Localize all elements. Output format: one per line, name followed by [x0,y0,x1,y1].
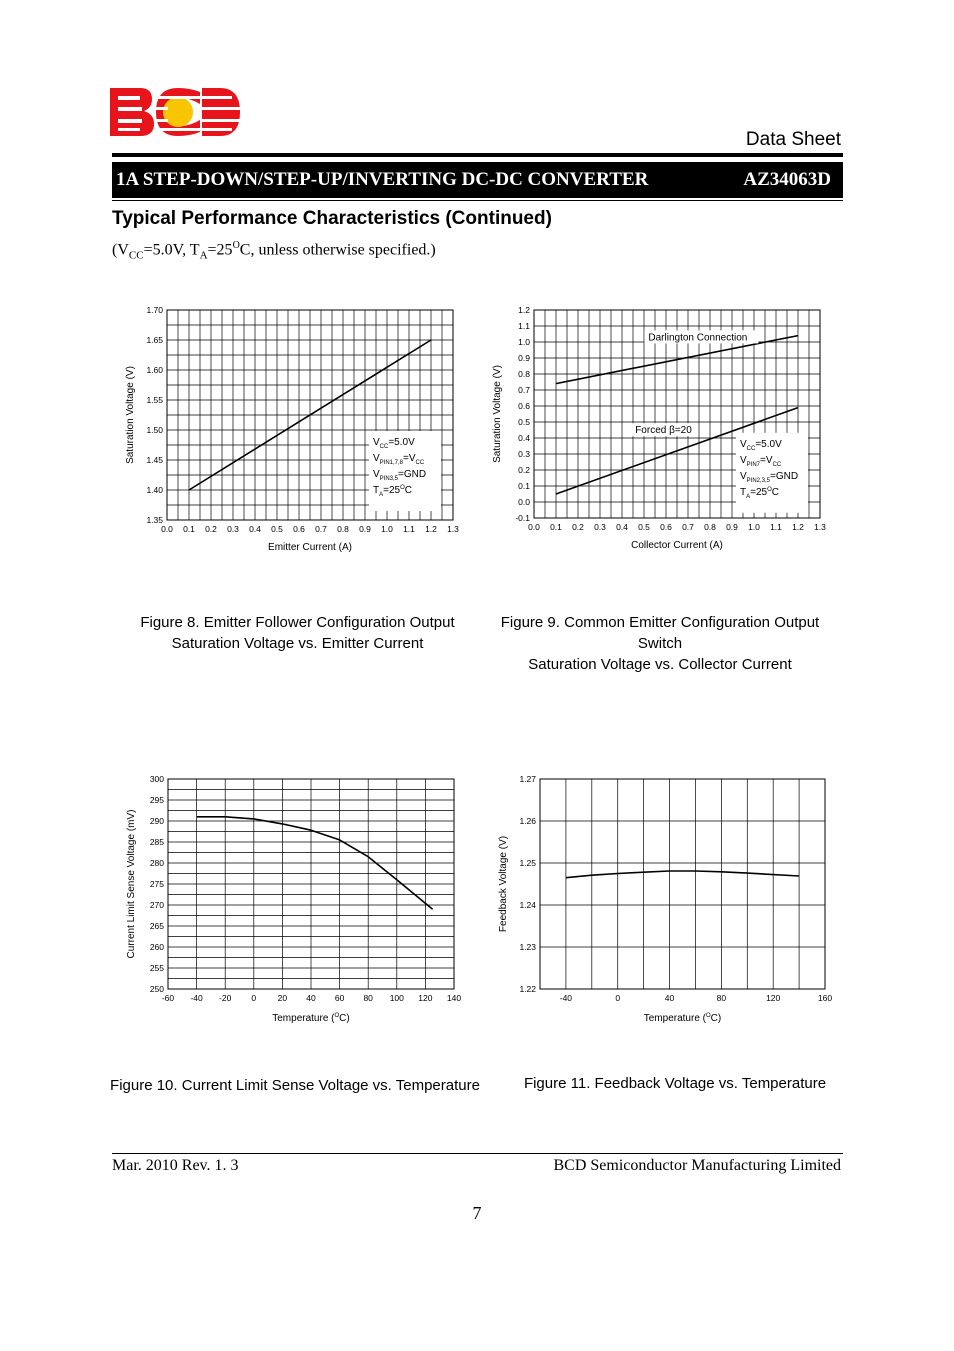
x-tick-label: 1.2 [792,522,804,532]
chart-fig10 [110,768,470,1028]
y-tick-label: 0.4 [518,433,530,443]
x-tick-label: 0.7 [682,522,694,532]
x-tick-label: 1.2 [425,524,437,534]
x-tick-label: -60 [161,993,175,1003]
x-tick-label: 0.9 [359,524,371,534]
caption-fig8: Figure 8. Emitter Follower Configuration Output Saturation Voltage vs. Emitter Current [140,614,455,652]
y-tick-label: 1.24 [519,900,536,910]
y-tick-label: 300 [149,774,164,784]
y-tick-label: 1.65 [146,335,163,345]
y-tick-label: 1.23 [519,942,536,952]
y-tick-label: 0.7 [518,385,530,395]
x-tick-label: 1.1 [770,522,782,532]
title-bar [112,162,843,198]
y-tick-label: 290 [149,816,164,826]
footer-date: Mar. 2010 Rev. 1. 3 [112,1157,239,1174]
y-tick-label: 0.3 [518,449,530,459]
condition-line: $T_A=25^OC$ [740,486,779,500]
x-tick-label: 80 [363,993,373,1003]
caption-fig10: Figure 10. Current Limit Sense Voltage vs. Temperature [110,1077,480,1094]
condition-line: $V_{PIN2,3,5}=GND$ [740,470,799,484]
x-tick-label: 0.2 [572,522,584,532]
y-tick-label: 1.2 [518,305,530,315]
y-tick-label: 285 [149,837,164,847]
x-tick-label: 0.6 [660,522,672,532]
y-tick-label: 1.26 [519,816,536,826]
plot-area [168,779,454,989]
y-tick-label: 1.45 [146,455,163,465]
x-tick-label: 0.0 [161,524,173,534]
x-tick-label: 60 [334,993,345,1003]
x-tick-label: 1.0 [748,522,760,532]
y-tick-label: 280 [149,858,164,868]
chart-fig9 [490,298,840,553]
y-tick-label: 0.2 [518,465,530,475]
x-tick-label: 1.0 [381,524,393,534]
condition-line: $V_{PIN1,7,8}=V_{CC}$ [373,453,425,466]
y-tick-label: 1.50 [146,425,163,435]
x-tick-label: 0.4 [616,522,628,532]
x-tick-label: 160 [817,993,833,1003]
doc-type-label: Data Sheet [745,129,841,150]
bcd-logo [110,88,242,136]
y-tick-label: 250 [149,984,164,994]
y-tick-label: 295 [149,795,164,805]
footer-rule [112,1153,843,1154]
logo-yellow-circle [163,97,193,127]
x-tick-label: 0.5 [271,524,283,534]
y-tick-label: 1.70 [146,305,163,315]
y-tick-label: 1.40 [146,485,163,495]
chart-fig11 [490,768,840,1028]
x-tick-label: 0.7 [315,524,327,534]
y-tick-label: 1.25 [519,858,536,868]
condition-line: $V_{PIN3,5}=GND$ [373,469,427,482]
y-tick-label: 0.1 [518,481,530,491]
x-tick-label: 80 [716,993,727,1003]
x-tick-label: 0.1 [550,522,562,532]
footer-company: BCD Semiconductor Manufacturing Limited [553,1157,841,1174]
x-tick-label: 20 [277,993,288,1003]
chart-fig8 [110,298,470,563]
x-tick-label: 120 [766,993,781,1003]
condition-line: $T_A=25^OC$ [373,485,412,498]
x-tick-label: 0.4 [249,524,261,534]
y-tick-label: 265 [149,921,164,931]
x-tick-label: 0.8 [337,524,349,534]
caption-fig9: Figure 9. Common Emitter Configuration Output Switch Saturation Voltage vs. Collector Current [500,614,820,673]
y-tick-label: 275 [149,879,164,889]
x-tick-label: 0.9 [726,522,738,532]
y-tick-label: -0.1 [515,513,530,523]
plot-area [540,779,825,989]
header-rule-thin [112,200,843,201]
condition-line: $V_{CC}=5.0V$ [740,438,782,452]
y-tick-label: 0.9 [518,353,530,363]
y-tick-label: 1.55 [146,395,163,405]
y-tick-label: 260 [149,942,164,952]
x-tick-label: -40 [190,993,203,1003]
x-tick-label: 0.0 [528,522,540,532]
series-line-1 [566,871,799,878]
x-tick-label: 0.3 [594,522,606,532]
y-tick-label: 270 [149,900,164,910]
x-tick-label: 100 [389,993,404,1003]
y-axis-label: Saturation Voltage (V) [492,365,503,463]
y-tick-label: 0.5 [518,417,530,427]
y-tick-label: 1.60 [146,365,163,375]
x-tick-label: 140 [446,993,462,1003]
x-tick-label: 0.1 [183,524,195,534]
y-axis-label: Saturation Voltage (V) [125,366,136,464]
x-tick-label: 40 [664,993,675,1003]
x-tick-label: 0.2 [205,524,217,534]
x-axis-label: Emitter Current (A) [268,542,352,553]
y-tick-label: 255 [149,963,164,973]
y-tick-label: 1.1 [518,321,530,331]
x-tick-label: 0.5 [638,522,650,532]
y-axis-label: Current Limit Sense Voltage (mV) [126,809,137,959]
part-number: AZ34063D [743,169,831,190]
x-tick-label: 0.3 [227,524,239,534]
product-title: 1A STEP-DOWN/STEP-UP/INVERTING DC-DC CONVERTER [116,169,649,190]
y-axis-label: Feedback Voltage (V) [498,835,509,933]
x-tick-label: 1.3 [447,524,459,534]
series-label: Darlington Connection [648,332,748,344]
series-label: Forced β=20 [635,425,692,437]
section-title: Typical Performance Characteristics (Continued) [112,208,552,229]
y-tick-label: 1.22 [519,984,536,994]
y-tick-label: 0.8 [518,369,530,379]
x-tick-label: 0 [615,993,621,1003]
y-tick-label: 1.35 [146,515,163,525]
x-tick-label: -20 [219,993,232,1003]
page-number: 7 [472,1203,482,1223]
y-tick-label: 1.27 [519,774,536,784]
test-conditions: ($V_{CC}=5.0V$, $T_A=25^OC$, unless otherwise specified.) [112,240,436,262]
y-tick-label: 1.0 [518,337,530,347]
x-tick-label: 120 [418,993,433,1003]
x-tick-label: 1.3 [814,522,826,532]
condition-line: $V_{CC}=5.0V$ [373,437,415,450]
plot-frame [540,779,825,989]
header-rule [112,153,843,157]
caption-fig11: Figure 11. Feedback Voltage vs. Temperature [523,1075,827,1092]
y-tick-label: 0.6 [518,401,530,411]
y-tick-label: 0.0 [518,497,530,507]
x-tick-label: 0.8 [704,522,716,532]
x-tick-label: 40 [306,993,316,1003]
x-tick-label: 0.6 [293,524,305,534]
x-tick-label: -40 [559,993,573,1003]
x-tick-label: 1.1 [403,524,415,534]
x-axis-label: Temperature ($^O$C) [643,1013,722,1024]
condition-line: $V_{PIN7}=V_{CC}$ [740,454,782,468]
x-axis-label: Collector Current (A) [631,540,723,551]
x-tick-label: 0 [251,993,257,1003]
x-axis-label: Temperature ($^O$C) [272,1013,350,1024]
